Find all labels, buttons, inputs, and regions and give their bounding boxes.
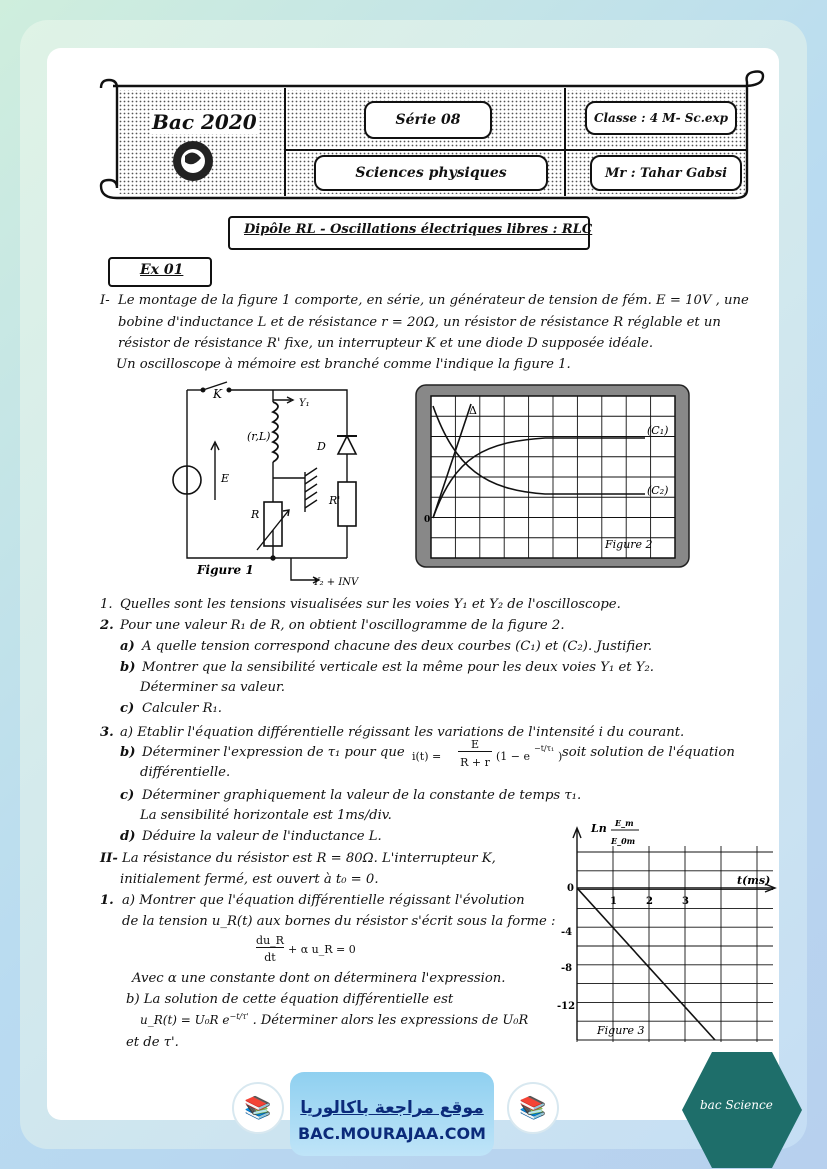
book-logo-left-icon: 📚 (232, 1082, 284, 1134)
question-num: 1. (100, 597, 113, 612)
eq-denominator: dt (264, 951, 276, 964)
question-text: Quelles sont les tensions visualisées sur les voies Y₁ et Y₂ de l'oscilloscope. (120, 597, 621, 612)
question-num: a) (120, 639, 135, 654)
chapter-title: Dipôle RL - Oscillations électriques libres : RLC (244, 222, 593, 237)
solution-lhs: u_R(t) = U₀R e (140, 1013, 230, 1027)
part2-line: initialement fermé, est ouvert à t₀ = 0. (120, 872, 379, 887)
figure1-caption: Figure 1 (197, 563, 254, 577)
figure1-circuit (165, 380, 390, 590)
formula-exponent: −t/τ₁ (534, 744, 555, 753)
formula-numerator: E (458, 738, 492, 752)
figure3-caption: Figure 3 (597, 1024, 645, 1037)
book-logo-right-icon: 📚 (507, 1082, 559, 1134)
question-text: Déterminer l'expression de τ₁ pour que (142, 745, 405, 760)
question-num: c) (120, 701, 135, 716)
subject-label: Sciences physiques (314, 155, 548, 191)
part2-marker: II- (100, 851, 118, 866)
y1-label: Y₁ (299, 398, 310, 409)
question-text: A quelle tension correspond chacune des deux courbes (C₁) et (C₂). Justifier. (142, 639, 653, 654)
part1-line: Le montage de la figure 1 comporte, en série, un générateur de tension de fém. E = 10V , une (118, 293, 749, 308)
y-axis-num: E_m (615, 818, 634, 828)
question-text: Déterminer sa valeur. (140, 680, 285, 695)
x-tick-1: 1 (610, 896, 617, 907)
eq-numerator: du_R (256, 934, 284, 947)
resistor-r-label: R (251, 508, 260, 521)
exercise-label: Ex 01 (140, 262, 184, 278)
formula-lhs: i(t) = (412, 750, 442, 763)
question-num: b) (120, 745, 136, 760)
question-text: a) Etablir l'équation différentielle régissant les variations de l'intensité i du courant. (120, 725, 685, 740)
x-tick-0: 0 (567, 883, 574, 894)
x-tick-3: 3 (682, 896, 689, 907)
formula-rest: (1 − e (496, 750, 531, 763)
resistor-rp-label: R' (329, 494, 341, 507)
x-axis-label: t(ms) (737, 874, 771, 887)
footer-url[interactable]: BAC.MOURAJAA.COM (298, 1124, 486, 1143)
x-tick-2: 2 (646, 896, 653, 907)
part1-line: résistor de résistance R' fixe, un interrupteur K et une diode D supposée idéale. (118, 336, 654, 351)
eq-rest: + α u_R = 0 (288, 943, 356, 956)
part1-line: Un oscilloscope à mémoire est branché comme l'indique la figure 1. (116, 357, 571, 372)
badge-text: bac Science (700, 1098, 773, 1112)
formula-close: ) (558, 750, 563, 763)
differential-equation (256, 934, 376, 968)
teacher-label: Mr : Tahar Gabsi (590, 155, 742, 191)
solution-exponent: −t/τ' (229, 1012, 249, 1021)
question-text: de la tension u_R(t) aux bornes du résistor s'écrit sous la forme : (122, 914, 556, 929)
question-text: Pour une valeur R₁ de R, on obtient l'oscillogramme de la figure 2. (120, 618, 565, 633)
footer-arabic-text: موقع مراجعة باكالوريا (300, 1098, 484, 1118)
bac-logo-text: Bac 2020 (152, 110, 257, 134)
question-text: Déduire la valeur de l'inductance L. (142, 829, 382, 844)
part1-marker: I- (100, 293, 110, 308)
question-num: d) (120, 829, 136, 844)
figure2-oscillogram (415, 384, 690, 568)
figure3-graph (555, 818, 780, 1050)
y-axis-ln: Ln (591, 822, 607, 835)
question-num: 3. (100, 725, 114, 740)
question-text: Calculer R₁. (142, 701, 222, 716)
y2-label: Y₂ + INV (313, 577, 359, 588)
part1-line: bobine d'inductance L et de résistance r = 20Ω, un résistor de résistance R réglable et un (118, 315, 721, 330)
question-text: différentielle. (140, 765, 231, 780)
delta-label: Δ (469, 404, 477, 417)
question-text: Montrer que la sensibilité verticale est la même pour les deux voies Y₁ et Y₂. (142, 660, 654, 675)
switch-label: K (213, 387, 222, 401)
c1-label: (C₁) (647, 424, 669, 437)
question-num: 2. (100, 618, 114, 633)
y-tick-minus12: -12 (557, 1001, 576, 1012)
question-num: c) (120, 788, 135, 803)
y-axis-den: E_0m (611, 836, 636, 846)
question-text: La sensibilité horizontale est 1ms/div. (140, 808, 392, 823)
question-text: a) Montrer que l'équation différentielle régissant l'évolution (122, 893, 525, 908)
figure2-caption: Figure 2 (605, 538, 653, 551)
generator-label: E (221, 472, 230, 485)
question-num: b) (120, 660, 136, 675)
fig3-line (577, 888, 715, 1040)
part2-line: La résistance du résistor est R = 80Ω. L'interrupteur K, (122, 851, 496, 866)
solution-rest: . Déterminer alors les expressions de U₀R (252, 1013, 529, 1028)
serie-label: Série 08 (364, 101, 492, 139)
c2-label: (C₂) (647, 484, 669, 497)
origin-label: 0 (424, 515, 431, 525)
question-text: et de τ'. (126, 1035, 179, 1050)
y-tick-minus8: -8 (561, 963, 573, 974)
question-text: soit solution de l'équation (562, 745, 735, 760)
coil-label: (r,L) (247, 430, 271, 443)
question-text: b) La solution de cette équation différentielle est (126, 992, 454, 1007)
diode-label: D (317, 440, 326, 453)
classe-label: Classe : 4 M- Sc.exp (585, 101, 737, 135)
question-text: Avec α une constante dont on déterminera l'expression. (132, 971, 506, 986)
formula-current (412, 738, 562, 772)
solution-formula (140, 1012, 528, 1028)
formula-denominator: R + r (460, 756, 490, 769)
question-text: Déterminer graphiquement la valeur de la constante de temps τ₁. (142, 788, 582, 803)
y-tick-minus4: -4 (561, 927, 573, 938)
question-num: 1. (100, 893, 114, 908)
